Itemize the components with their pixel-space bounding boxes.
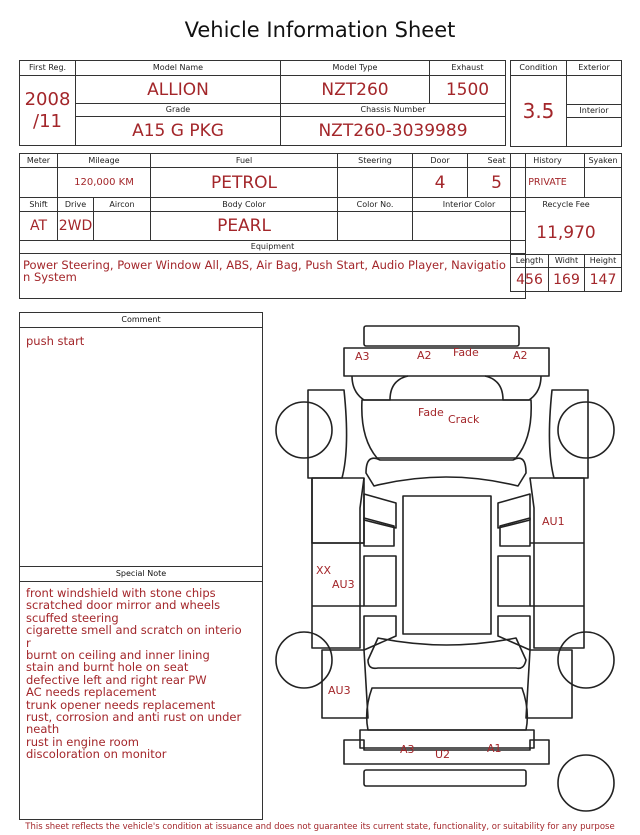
meter-value [20,168,58,198]
damage-front-a3: A3 [355,350,370,363]
hood [362,400,531,458]
damage-front-a2-left: A2 [417,349,432,362]
special-note-line: rust, corrosion and anti rust on under [26,710,242,725]
fuel-label: Fuel [151,154,338,168]
comment-text: push start [26,334,85,348]
right-front-wheel [558,402,614,458]
right-front-fender [549,390,588,478]
left-rear-window [364,556,396,606]
syaken-label: Syaken [585,154,622,168]
comment-panel [19,312,263,567]
chassis-label: Chassis Number [281,104,506,117]
damage-right-au1: AU1 [542,515,565,528]
damage-left-au3: AU3 [332,578,355,591]
trunk [367,688,528,730]
height-value: 147 [585,268,622,292]
interior-color-value [413,212,526,241]
grade-label: Grade [76,104,281,117]
right-rear-fender [526,650,572,718]
history-value: PRIVATE [511,168,585,198]
registration-table [19,60,506,146]
aircon-label: Aircon [94,198,151,212]
model-name-label: Model Name [76,61,281,76]
seat-value: 5 [468,168,526,198]
damage-rear-a1: A1 [487,742,502,755]
syaken-value [585,168,622,198]
spare-wheel [558,755,614,811]
sheet-title: Vehicle Information Sheet [184,18,456,42]
damage-rear-u2: U2 [435,748,451,761]
first-reg-month: /11 [33,110,62,132]
drive-value: 2WD [58,212,94,241]
specs-table [19,153,526,299]
width-value: 169 [549,268,585,292]
history-table [510,153,622,292]
windshield [366,458,526,486]
fuel-value: PETROL [151,168,338,198]
special-note-line: burnt on ceiling and inner lining [26,648,210,663]
damage-front-fade: Fade [453,346,479,359]
recycle-fee-value: 11,970 [511,212,622,255]
right-rear-window [498,556,530,606]
rear-panel [360,730,534,748]
disclaimer-footer: This sheet reflects the vehicle's condition at issuance and does not guarantee its current state, functionality, or suitability for any purpose [25,822,615,832]
equipment-value [20,254,526,299]
left-headlight [352,376,408,400]
door-label: Door [413,154,468,168]
special-note-label: Special Note [20,567,262,582]
steering-value [338,168,413,198]
exterior-label: Exterior [567,61,622,76]
steering-label: Steering [338,154,413,168]
left-front-window [364,518,394,546]
right-quarter-window [498,616,530,650]
mileage-label: Mileage [58,154,151,168]
width-label: Widht [549,255,585,268]
special-note-line: AC needs replacement [26,685,157,700]
damage-left-xx: XX [316,564,332,577]
chassis-value: NZT260-3039989 [281,117,506,146]
history-label: History [511,154,585,168]
condition-table [510,60,622,147]
interior-color-label: Interior Color [413,198,526,212]
first-reg-label: First Reg. [20,61,76,76]
color-no-value [338,212,413,241]
right-front-window [500,518,530,546]
door-value: 4 [413,168,468,198]
damage-hood-fade: Fade [418,406,444,419]
length-value: 456 [511,268,549,292]
model-name-value: ALLION [76,76,281,104]
comment-label: Comment [20,313,262,328]
special-note-panel [19,566,263,820]
equipment-label: Equipment [20,241,526,254]
left-rear-wheel [276,632,332,688]
exhaust-label: Exhaust [430,61,506,76]
length-label: Length [511,255,549,268]
special-note-line: neath [26,722,60,737]
first-reg-value [20,76,76,146]
equipment-line-1: Power Steering, Power Window All, ABS, Air Bag, Push Start, Audio Player, Navigatio [23,258,506,272]
seat-label: Seat [468,154,526,168]
body-color-label: Body Color [151,198,338,212]
meter-label: Meter [20,154,58,168]
condition-value: 3.5 [511,76,567,147]
front-bumper [364,326,519,346]
special-note-line: r [26,635,31,650]
left-body-side [312,478,364,648]
shift-value: AT [20,212,58,241]
aircon-value [94,212,151,241]
color-no-label: Color No. [338,198,413,212]
special-note-line: scratched door mirror and wheels [26,598,221,613]
mileage-value: 120,000 KM [58,168,151,198]
special-note-line: discoloration on monitor [26,747,167,762]
equipment-line-2: n System [23,270,77,284]
special-note-line: front windshield with stone chips [26,586,216,600]
body-color-value: PEARL [151,212,338,241]
left-front-door-top [312,478,364,543]
damage-front-a2-right: A2 [513,349,528,362]
special-note-line: trunk opener needs replacement [26,697,216,712]
damage-rear-a3: A3 [400,743,415,756]
special-note-line: defective left and right rear PW [26,672,207,687]
exterior-value [567,76,622,105]
first-reg-year: 2008 [24,88,71,110]
height-label: Height [585,255,622,268]
right-body-side [530,478,584,648]
special-note-line: stain and burnt hole on seat [26,660,189,675]
recycle-fee-label: Recycle Fee [511,198,622,212]
special-note-list [20,582,262,766]
interior-value [567,118,622,147]
condition-label: Condition [511,61,567,76]
special-note-line: rust in engine room [26,734,139,749]
exhaust-value: 1500 [430,76,506,104]
interior-label: Interior [567,105,622,118]
shift-label: Shift [20,198,58,212]
damage-hood-crack: Crack [448,413,480,426]
left-quarter-window [364,616,396,650]
rear-step [364,770,526,786]
special-note-line: cigarette smell and scratch on interio [26,623,242,638]
right-rear-wheel [558,632,614,688]
model-type-label: Model Type [281,61,430,76]
left-front-wheel [276,402,332,458]
drive-label: Drive [58,198,94,212]
rear-window [368,638,526,668]
right-headlight [485,376,541,400]
special-note-line: scuffed steering [26,610,119,625]
model-type-value: NZT260 [281,76,430,104]
damage-left-rear-au3: AU3 [328,684,351,697]
roof [403,496,491,634]
grade-value: A15 G PKG [76,117,281,146]
